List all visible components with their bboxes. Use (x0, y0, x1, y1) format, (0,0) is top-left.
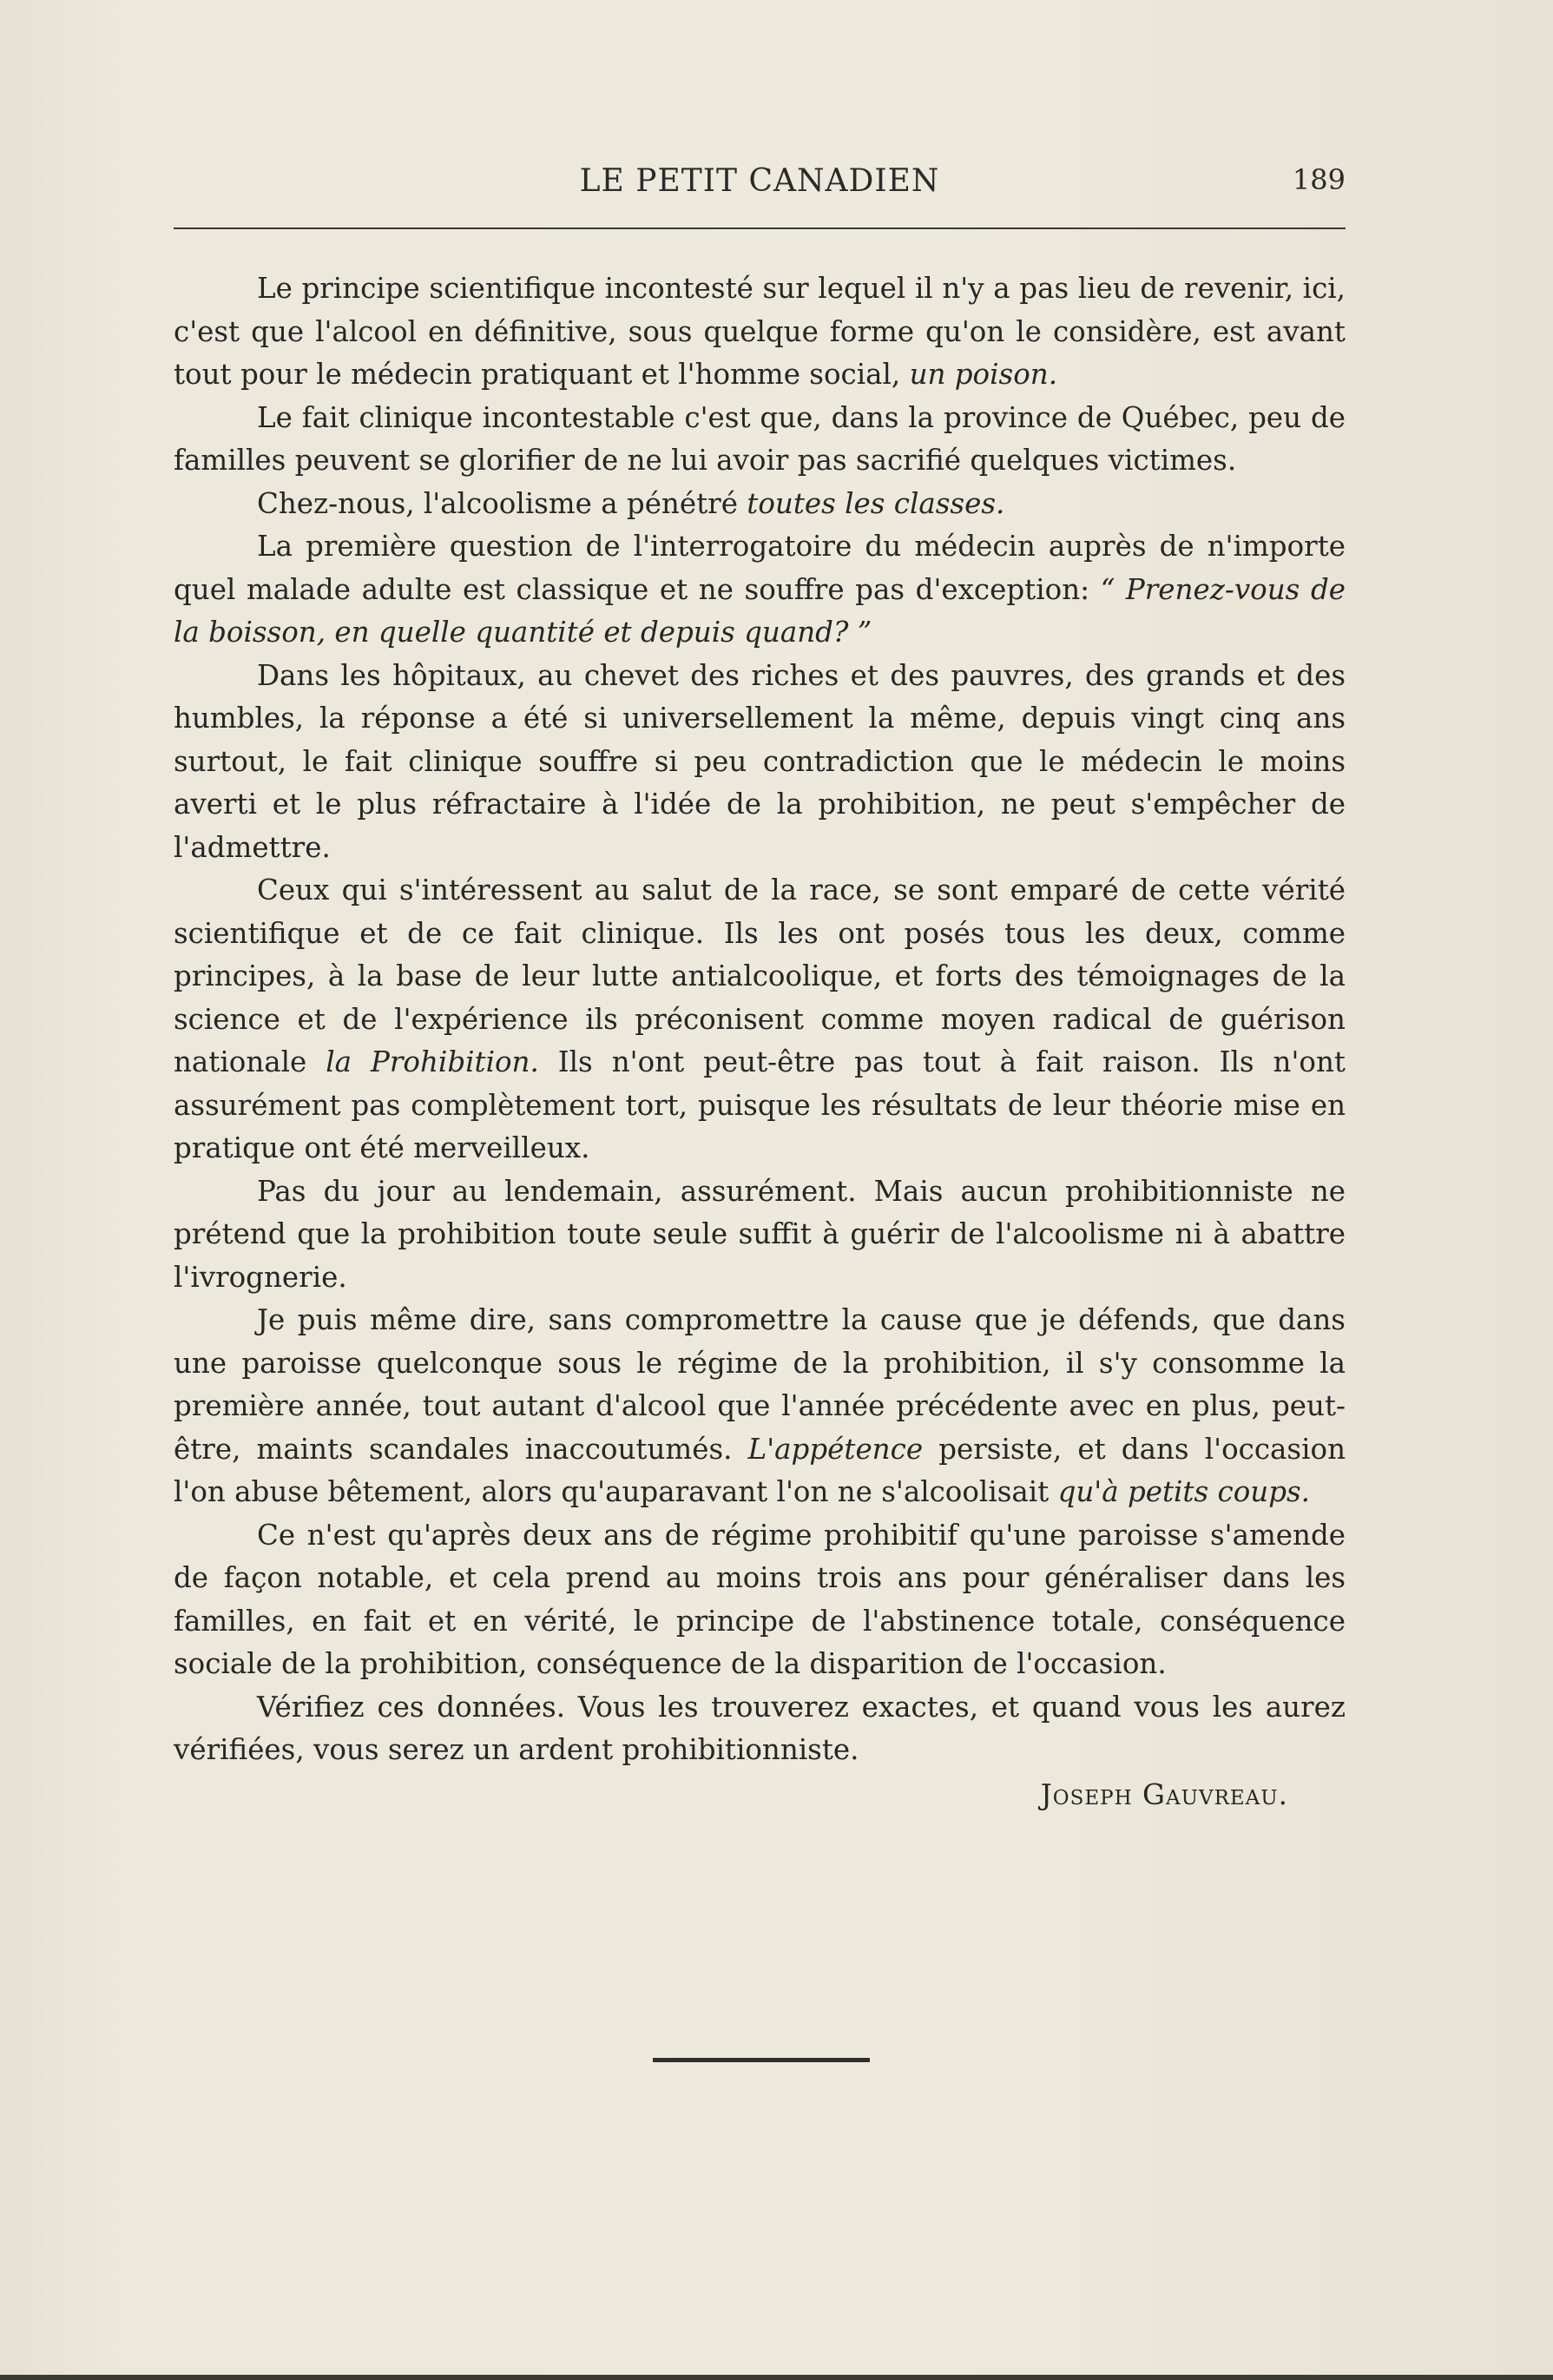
text-run: Le fait clinique incontestable c'est que, dans la province de Québec, peu de familles peuvent se glorifier de ne lui avoir pas sacrifié quelques victimes. (174, 400, 1346, 477)
paragraph (174, 1686, 1346, 1772)
italic-text-run: “ Prenez-vous de la boisson, en quelle quantité et depuis quand? ” (174, 572, 1346, 649)
text-run: Le principe scientifique incontesté sur lequel il n'y a pas lieu de revenir, ici, c'est que l'alcool en définitive, sous quelque forme qu'on le considère, est avant tout pour le médecin pratiquant et l'homme social, (174, 272, 1346, 391)
article-body (174, 267, 1346, 1816)
paragraph (174, 1299, 1346, 1514)
text-run: Chez-nous, l'alcoolisme a pénétré (257, 486, 747, 520)
page-bottom-edge (0, 2375, 1553, 2380)
italic-text-run: un poison. (909, 358, 1058, 391)
paragraph (174, 267, 1346, 397)
text-run: Je puis même dire, sans compromettre la cause que je défends, que dans une paroisse quelconque sous le régime de la prohibition, il s'y consomme la première année, tout autant d'alcool que l'année précédente avec en plus, peut-être, maints scandales inaccoutumés. (174, 1303, 1346, 1466)
text-run: Ce n'est qu'après deux ans de régime prohibitif qu'une paroisse s'amende de façon notable, et cela prend au moins trois ans pour généraliser dans les familles, en fait et en vérité, le principe de l'abstinence totale, conséquence sociale de la prohibition, conséquence de la disparition de l'occasion. (174, 1518, 1346, 1680)
text-run: Dans les hôpitaux, au chevet des riches et des pauvres, des grands et des humbles, la réponse a été si universellement la même, depuis vingt cinq ans surtout, le fait clinique souffre si peu contradiction que le médecin le moins averti et le plus réfractaire à l'idée de la prohibition, ne peut s'empêcher de l'admettre. (174, 658, 1346, 864)
text-run: Vérifiez ces données. Vous les trouverez exactes, et quand vous les aurez vérifiées, vous serez un ardent prohibitionniste. (174, 1690, 1346, 1766)
italic-text-run: toutes les classes. (747, 486, 1005, 520)
paragraph (174, 397, 1346, 483)
running-title: LE PETIT CANADIEN (579, 163, 940, 199)
text-run: Pas du jour au lendemain, assurément. Mais aucun prohibitionniste ne prétend que la prohibition toute seule suffit à guérir de l'alcoolisme ni à abattre l'ivrognerie. (174, 1174, 1346, 1294)
signature-line (174, 1774, 1346, 1817)
paragraph (174, 869, 1346, 1170)
page-header (174, 163, 1346, 207)
text-run: Ceux qui s'intéressent au salut de la race, se sont emparé de cette vérité scientifique et de ce fait clinique. Ils les ont posés tous les deux, comme principes, à la base de leur lutte antialcoolique, et forts des témoignages de la science et de l'expérience ils préconisent comme moyen radical de guérison nationale (174, 874, 1346, 1078)
paragraph (174, 525, 1346, 655)
italic-text-run: qu'à petits coups. (1057, 1475, 1311, 1508)
paragraph (174, 655, 1346, 870)
paragraph (174, 483, 1346, 526)
text-run: Ils n'ont peut-être pas tout à fait raison. Ils n'ont assurément pas complètement tort, puisque les résultats de leur théorie mise en pratique ont été merveilleux. (174, 1045, 1346, 1164)
end-rule (653, 2058, 870, 2062)
text-run: La première question de l'interrogatoire du médecin auprès de n'importe quel malade adulte est classique et ne souffre pas d'exception: (174, 530, 1346, 606)
italic-text-run: L'appétence (747, 1432, 924, 1466)
paragraph (174, 1170, 1346, 1300)
page-number: 189 (1292, 163, 1346, 196)
italic-text-run: la Prohibition. (326, 1045, 539, 1078)
paragraph (174, 1514, 1346, 1686)
header-rule (174, 227, 1346, 229)
text-run: persiste, et dans l'occasion l'on abuse bêtement, alors qu'auparavant l'on ne s'alcoolisait (174, 1432, 1346, 1508)
author-signature: Joseph Gauvreau. (1040, 1777, 1288, 1811)
